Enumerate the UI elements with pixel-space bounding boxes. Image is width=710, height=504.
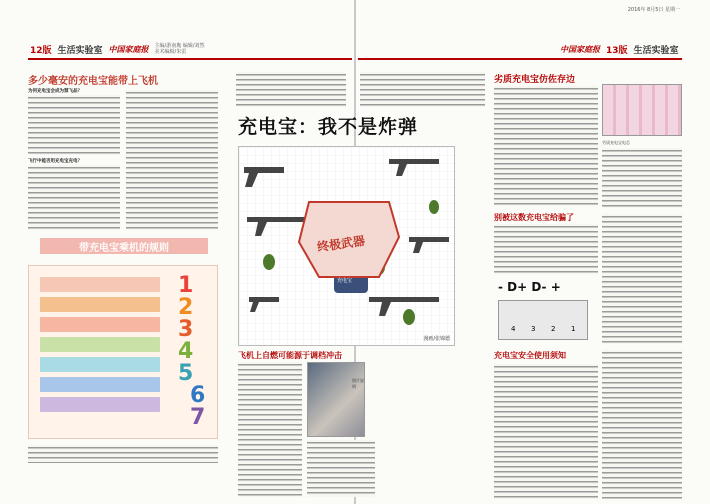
left-editor: 主编/游南胤 编辑/刘然 美术编辑/朱雷 [154,43,205,55]
right-text-col2 [602,148,682,208]
rule-row-5 [40,357,160,372]
left-page-number: 12版 [30,45,52,56]
battery-cells-photo [602,84,682,136]
left-text-col2 [126,90,218,230]
rule-number-6: 6 [190,383,206,408]
rule-number-4: 4 [178,339,194,364]
center-text-col2 [307,440,375,497]
right-text-col6 [602,350,682,499]
rule-row-1 [40,277,160,292]
center-left-top-text [236,72,346,107]
rule-number-3: 3 [178,317,194,342]
rules-box-footer-text [28,445,218,463]
left-logo: 中国家庭报 [108,44,149,54]
rule-number-2: 2 [178,295,194,320]
rule-number-7: 7 [190,405,206,430]
left-section-title: 生活实验室 [57,45,103,56]
battery-caption: 劣质充电宝电芯 [602,140,630,145]
stamp-text: 终极武器 [316,233,366,255]
right-logo: 中国家庭报 [560,44,600,54]
photo-caption: 图片说明 [352,378,364,389]
usb-pin-label: - D+ D- + [498,280,561,294]
rule-number-5: 5 [178,361,194,386]
date-line: 2016年 8月5日 星期一 [627,7,680,13]
rule-row-7 [40,397,160,412]
rule-row-4 [40,337,160,352]
right-page-number: 13版 [606,45,628,56]
center-right-top-text [360,72,485,107]
right-section-title: 生活实验室 [633,45,679,56]
rules-box-title: 带充电宝乘机的规则 [40,238,208,254]
rule-row-3 [40,317,160,332]
rule-number-1: 1 [178,273,194,298]
right-headline2: 别被这数充电宝给骗了 [494,213,574,222]
right-text-col4 [602,214,682,344]
center-headline: 飞机上自燃可能源于调档冲击 [238,351,342,360]
left-text-col1a [28,95,120,155]
left-headline: 多少毫安的充电宝能带上飞机 [28,76,158,87]
right-text-col1 [494,86,598,206]
right-headline: 劣质充电宝仿佐存边 [494,75,576,85]
left-text-col1b [28,165,120,230]
left-page-header [30,39,205,59]
burnt-phone-photo [307,362,365,437]
right-text-col3 [494,224,598,274]
rule-row-6 [40,377,160,392]
left-header-rule [28,58,352,60]
rule-row-2 [40,297,160,312]
cartoon-illustration [238,146,455,346]
right-headline3: 充电宝安全使用须知 [494,351,566,360]
right-page-header [560,39,679,59]
right-header-rule [358,58,682,60]
left-subhead: 为何充电宝会成为禁飞品？ [28,89,82,94]
power-bank-label: 充电宝 [337,278,353,284]
right-text-col5 [494,364,598,499]
illustration-credit: 漫画/张锦德 [423,336,450,342]
usb-connector-diagram: 4 3 2 1 [498,300,588,340]
left-subhead2: 飞行中能否用充电宝充电？ [28,159,82,164]
center-text-col1 [238,362,302,497]
center-title: 充电宝：我不是炸弹 [238,116,419,138]
